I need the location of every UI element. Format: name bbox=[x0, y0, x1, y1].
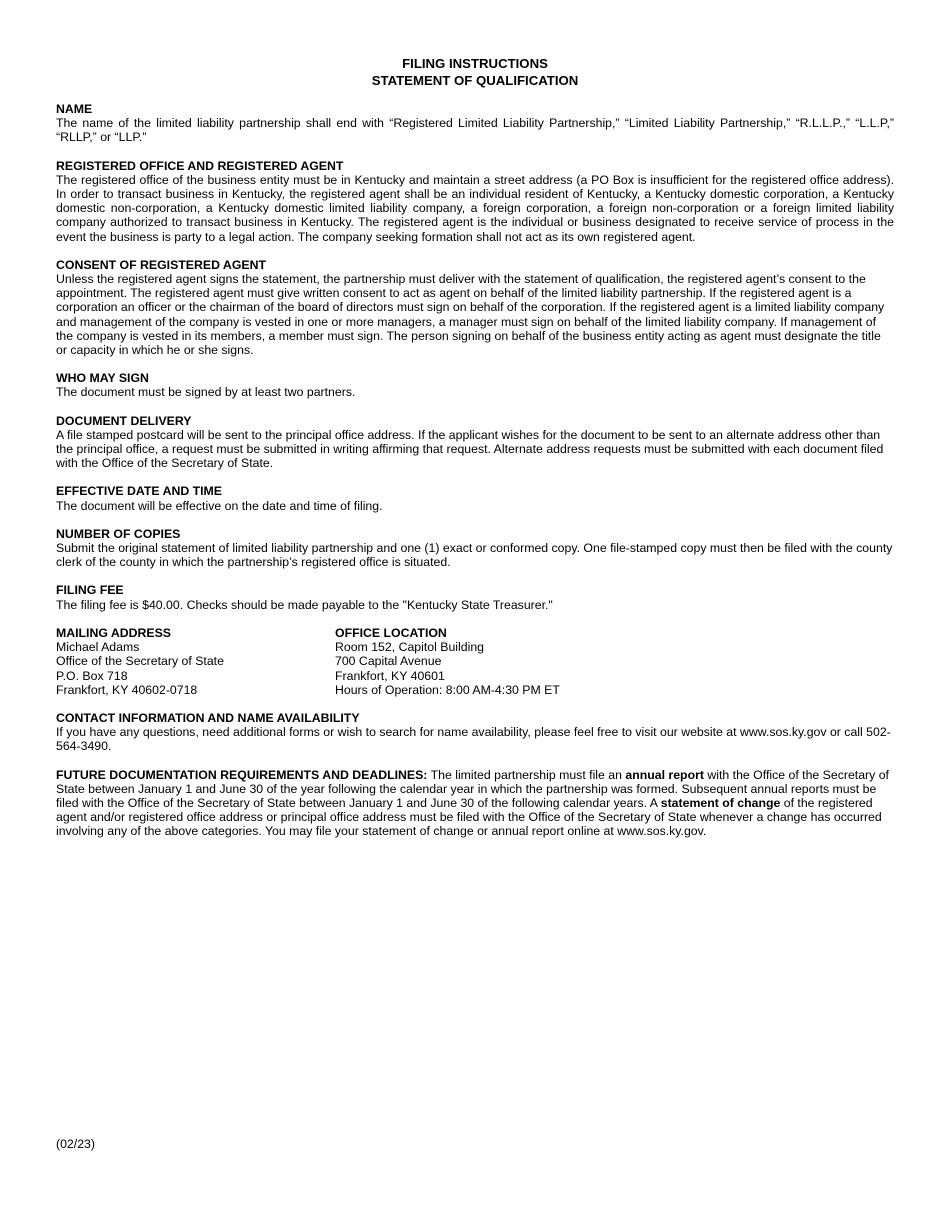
section-text: Submit the original statement of limited liability partnership and one (1) exact or conformed copy. One file-stamped copy must then be filed with the county clerk of the county in which the partnership’s registered office is situated. bbox=[56, 541, 893, 570]
section-text: The document must be signed by at least two partners. bbox=[56, 385, 356, 400]
section-heading: REGISTERED OFFICE AND REGISTERED AGENT bbox=[56, 158, 344, 173]
title-line-2: STATEMENT OF QUALIFICATION bbox=[371, 72, 579, 88]
office-location-heading: OFFICE LOCATION bbox=[335, 625, 447, 640]
mailing-address-line: Office of the Secretary of State bbox=[56, 654, 224, 669]
title-line-1: FILING INSTRUCTIONS bbox=[402, 56, 548, 71]
section-registered-office bbox=[56, 159, 894, 244]
section-consent bbox=[56, 258, 894, 357]
section-filing-fee bbox=[56, 583, 894, 611]
office-location-line: Room 152, Capitol Building bbox=[335, 640, 485, 655]
mailing-address-heading: MAILING ADDRESS bbox=[56, 625, 172, 640]
annual-report-term: annual report bbox=[625, 767, 704, 782]
section-text: The filing fee is $40.00. Checks should be made payable to the "Kentucky State Treasurer." bbox=[56, 597, 553, 612]
section-heading: CONSENT OF REGISTERED AGENT bbox=[56, 257, 266, 272]
office-location-line: 700 Capital Avenue bbox=[335, 654, 442, 669]
revision-date: (02/23) bbox=[56, 1137, 95, 1151]
section-text: The limited partnership must file an bbox=[427, 767, 626, 782]
statement-of-change-term: statement of change bbox=[660, 795, 781, 810]
mailing-address bbox=[56, 626, 335, 697]
section-text: The document will be effective on the date and time of filing. bbox=[56, 498, 383, 513]
section-text: with the Office of the Secretary of State between January 1 and June 30 of the year following the calendar year in which the partnership was formed. Subsequent annual reports must be filed with the Office of the Secretary of State between January 1 and June 30 of the following calendar years. A bbox=[56, 767, 889, 810]
office-location bbox=[335, 626, 835, 697]
section-text: of the registered agent and/or registered office address or principal office address must be filed with the Office of the Secretary of State whenever a change has occurred involving any of the above categories. You may file your statement of change or annual report online at www.sos.ky.gov. bbox=[56, 795, 882, 839]
document-title bbox=[56, 56, 894, 89]
office-location-line: Frankfort, KY 40601 bbox=[335, 668, 445, 683]
section-heading: WHO MAY SIGN bbox=[56, 371, 149, 386]
office-hours: Hours of Operation: 8:00 AM-4:30 PM ET bbox=[335, 682, 560, 697]
mailing-address-line: P.O. Box 718 bbox=[56, 668, 128, 683]
section-heading: FILING FEE bbox=[56, 583, 124, 598]
mailing-address-line: Frankfort, KY 40602-0718 bbox=[56, 682, 198, 697]
section-who-may-sign bbox=[56, 371, 894, 399]
section-future-requirements bbox=[56, 768, 894, 839]
section-heading: CONTACT INFORMATION AND NAME AVAILABILITY bbox=[56, 710, 360, 725]
section-text: The name of the limited liability partnership shall end with “Registered Limited Liability Partnership,” “Limited Liability Partnership,” “R.L.L.P.,” “L.L.P,” “RLLP,” or “LLP.” bbox=[56, 116, 894, 145]
section-contact-information bbox=[56, 711, 894, 754]
mailing-address-line: Michael Adams bbox=[56, 640, 140, 655]
section-heading: NAME bbox=[56, 102, 93, 116]
address-block bbox=[56, 626, 894, 697]
section-heading: NUMBER OF COPIES bbox=[56, 526, 181, 541]
section-text: A file stamped postcard will be sent to the principal office address. If the applicant wishes for the document to be sent to an alternate address other than the principal office, a request must be submitted in writing affirming that request. Alternate address requests must be submitted with each document filed with the Office of the Secretary of State. bbox=[56, 427, 884, 471]
section-text: The registered office of the business entity must be in Kentucky and maintain a street address (a PO Box is insufficient for the registered office address). In order to transact business in Kentucky, the registered agent shall be an individual resident of Kentucky, a Kentucky domestic corporation, a Kentucky domestic non-corporation, a Kentucky domestic limited liability company, a foreign corporation, a foreign non-corporation or a foreign limited liability company authorized to transact business in Kentucky. The registered agent is the individual or business designated to receive service of process in the event the business is party to a legal action. The company seeking formation shall not act as its own registered agent. bbox=[56, 172, 894, 244]
section-text: If you have any questions, need additional forms or wish to search for name availability, please feel free to visit our website at www.sos.ky.gov or call 502-564-3490. bbox=[56, 725, 891, 754]
instructions-page bbox=[56, 56, 894, 839]
section-text: Unless the registered agent signs the statement, the partnership must deliver with the statement of qualification, the registered agent’s consent to the appointment. The registered agent must give written consent to act as agent on behalf of the limited liability partnership. If the registered agent is a corporation an officer or the chairman of the board of directors must sign on behalf of the corporation. If the registered agent is a limited liability company and management of the company is vested in one or more managers, a manager must sign on behalf of the limited liability company. If management of the company is vested in its members, a member must sign. The person signing on behalf of the business entity acting as agent must designate the title or capacity in which he or she signs. bbox=[56, 272, 885, 358]
section-document-delivery bbox=[56, 414, 894, 471]
section-name bbox=[56, 102, 894, 145]
section-heading: EFFECTIVE DATE AND TIME bbox=[56, 484, 223, 499]
section-number-of-copies bbox=[56, 527, 894, 570]
section-heading: FUTURE DOCUMENTATION REQUIREMENTS AND DEADLINES: bbox=[56, 767, 428, 782]
section-effective-date bbox=[56, 484, 894, 512]
section-heading: DOCUMENT DELIVERY bbox=[56, 413, 192, 428]
